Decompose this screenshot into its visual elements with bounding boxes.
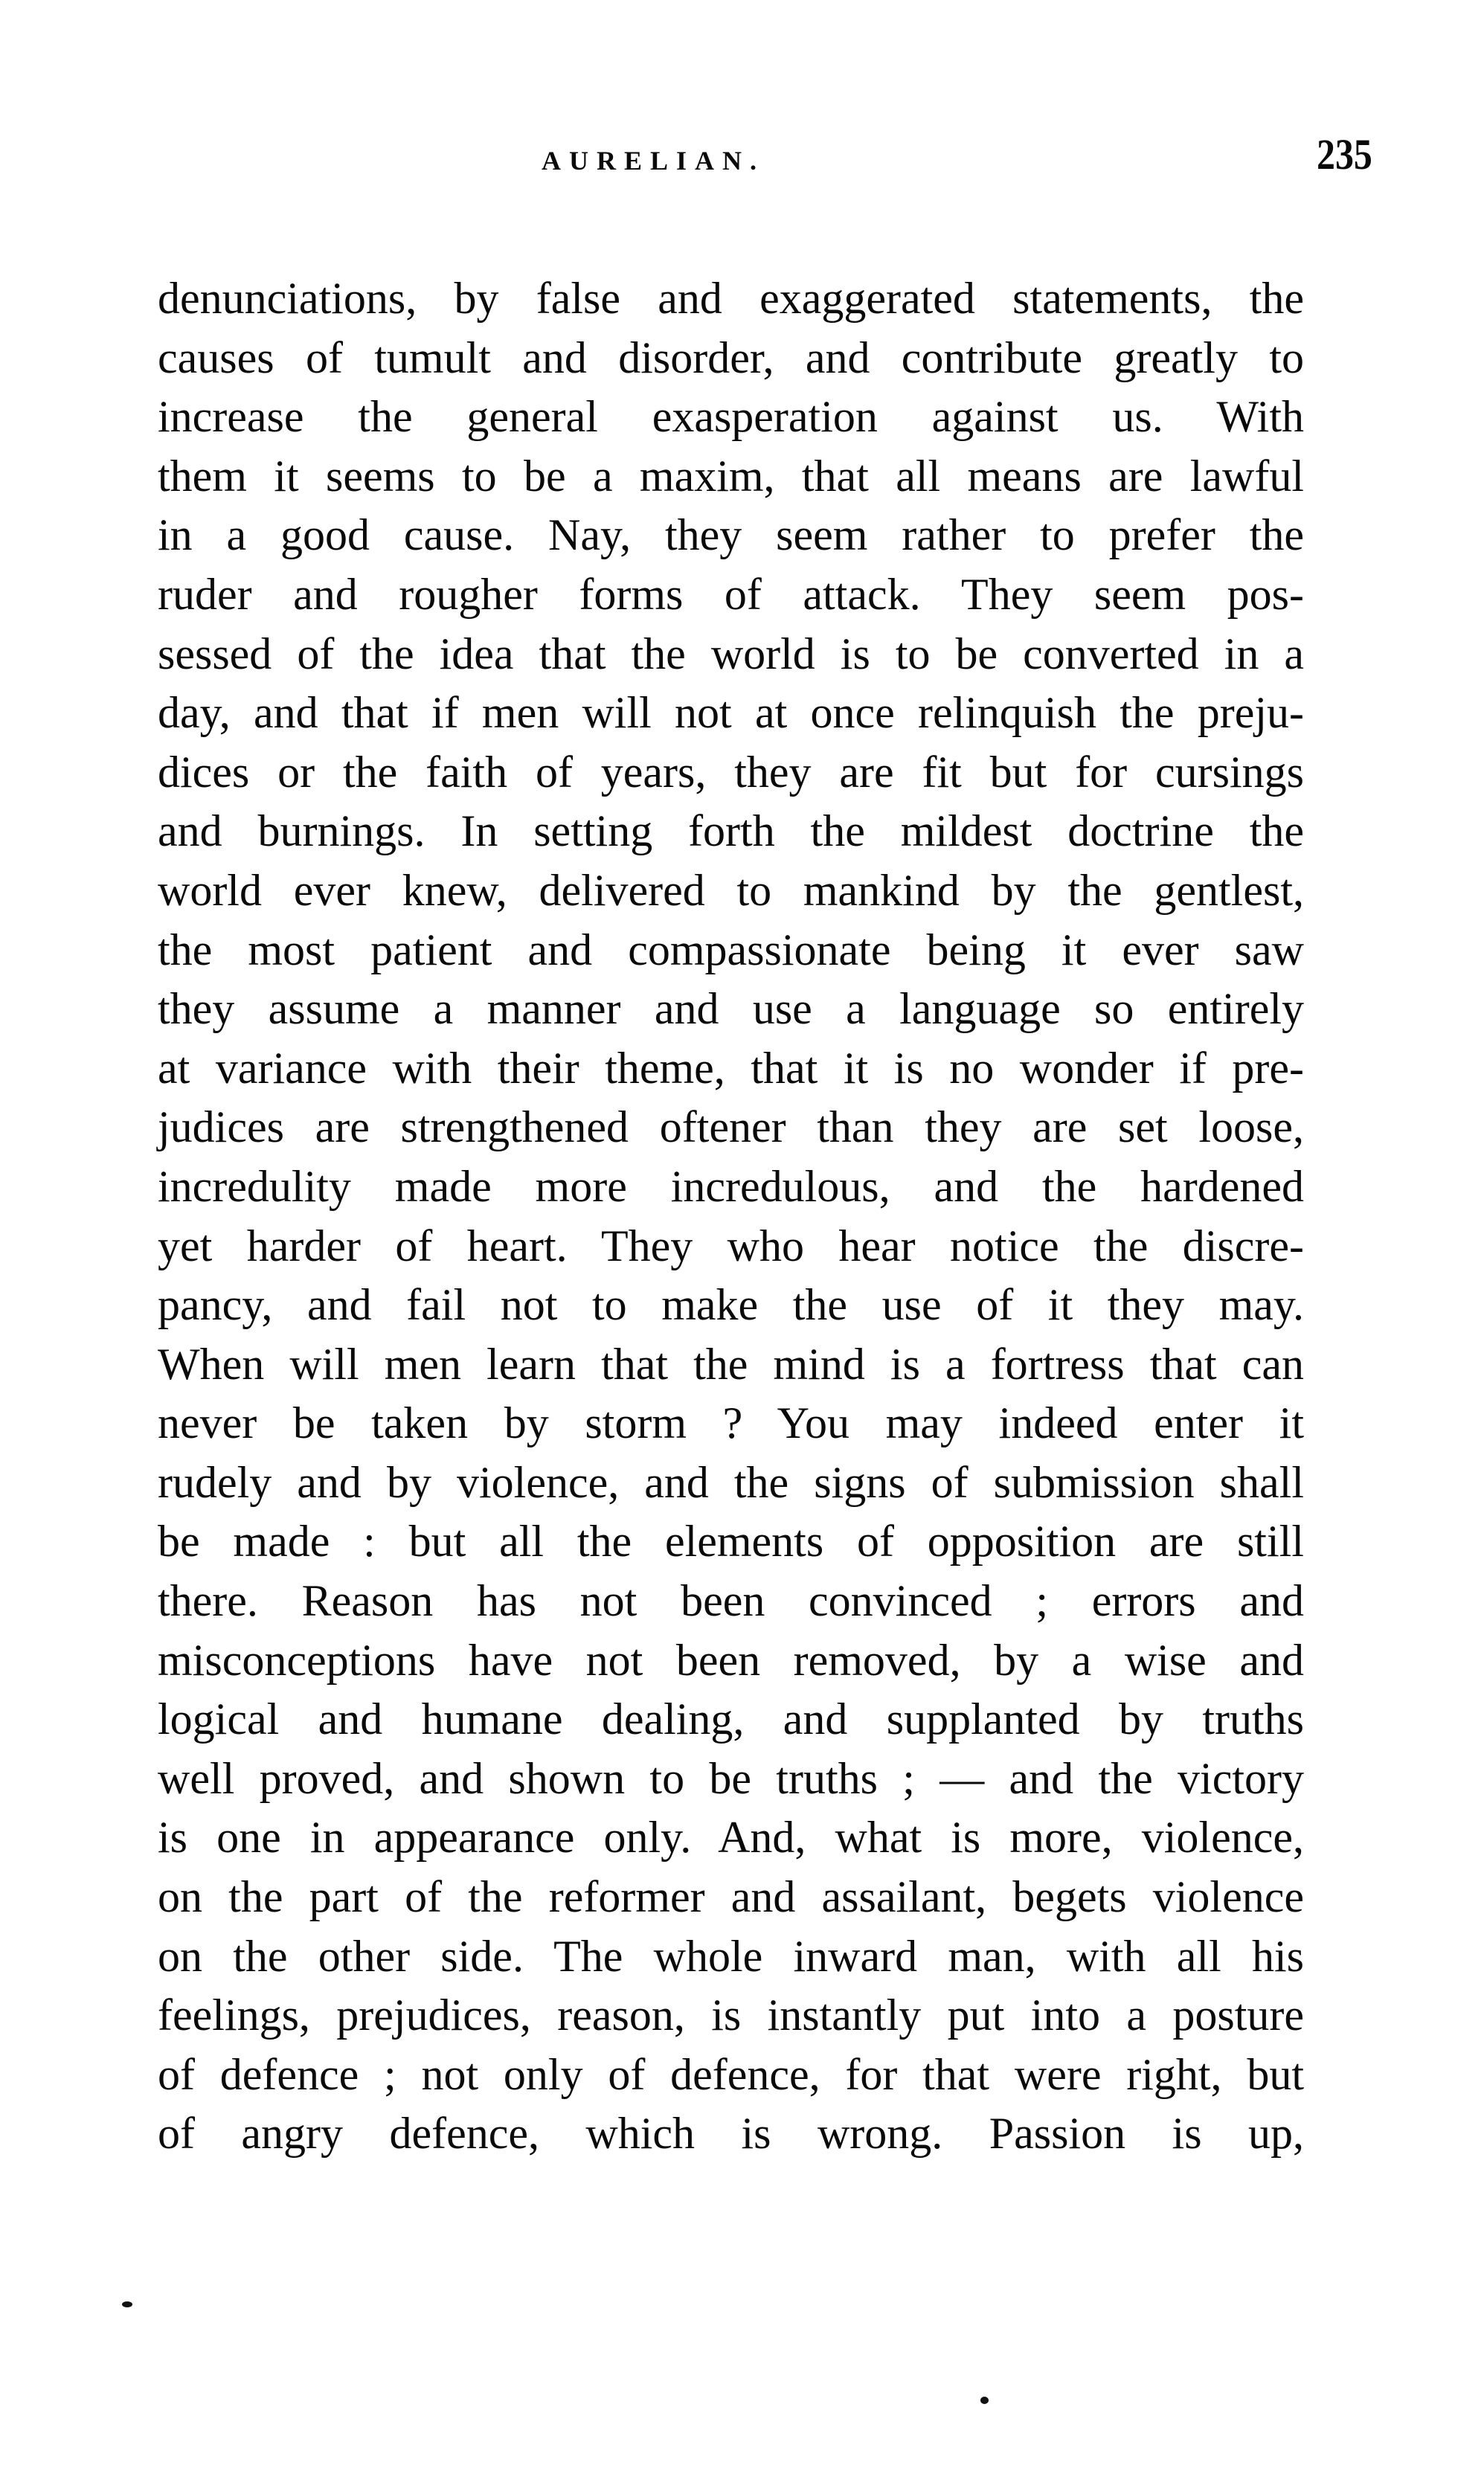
text-line: causes of tumult and disorder, and contribute greatly to — [158, 332, 1304, 382]
text-line: judices are strengthened oftener than they are set loose, — [158, 1102, 1304, 1152]
text-line: and burnings. In setting forth the mildest doctrine the — [158, 806, 1304, 856]
text-line: sessed of the idea that the world is to be converted in a — [158, 629, 1304, 678]
ink-speck-icon — [122, 2301, 132, 2307]
running-header — [0, 0, 1484, 223]
running-title: AURELIAN. — [542, 146, 765, 176]
text-line: day, and that if men will not at once relinquish the preju- — [158, 688, 1304, 738]
text-line: increase the general exasperation against us. With — [158, 392, 1304, 442]
text-line: rudely and by violence, and the signs of submission shall — [158, 1457, 1304, 1507]
text-line: the most patient and compassionate being it ever saw — [158, 925, 1304, 974]
text-line: ruder and rougher forms of attack. They seem pos- — [158, 569, 1304, 619]
text-line: pancy, and fail not to make the use of it they may. — [158, 1280, 1304, 1330]
text-line: feelings, prejudices, reason, is instantly put into a posture — [158, 1990, 1304, 2040]
text-line: they assume a manner and use a language so entirely — [158, 984, 1304, 1034]
text-line: of angry defence, which is wrong. Passion is up, — [158, 2109, 1304, 2159]
text-line: denunciations, by false and exaggerated statements, the — [158, 274, 1304, 323]
text-line: there. Reason has not been convinced ; errors and — [158, 1576, 1304, 1626]
text-line: them it seems to be a maxim, that all means are lawful — [158, 451, 1304, 501]
text-line: dices or the faith of years, they are fit but for cursings — [158, 747, 1304, 797]
ink-speck-icon — [980, 2397, 989, 2404]
text-line: of defence ; not only of defence, for that were right, but — [158, 2049, 1304, 2099]
text-line: at variance with their theme, that it is no wonder if pre- — [158, 1043, 1304, 1093]
text-line: on the part of the reformer and assailant, begets violence — [158, 1872, 1304, 1922]
text-line: well proved, and shown to be truths ; — and the victory — [158, 1753, 1304, 1803]
body-text — [158, 269, 1304, 2164]
text-line: yet harder of heart. They who hear notice the discre- — [158, 1221, 1304, 1270]
text-line: When will men learn that the mind is a fortress that can — [158, 1339, 1304, 1389]
text-line: on the other side. The whole inward man, with all his — [158, 1931, 1304, 1981]
text-line: in a good cause. Nay, they seem rather to prefer the — [158, 510, 1304, 560]
text-line: incredulity made more incredulous, and the hardened — [158, 1161, 1304, 1211]
text-line: is one in appearance only. And, what is more, violence, — [158, 1813, 1304, 1863]
text-line: never be taken by storm ? You may indeed enter it — [158, 1398, 1304, 1448]
text-line: misconceptions have not been removed, by a wise and — [158, 1635, 1304, 1685]
text-line: world ever knew, delivered to mankind by the gentlest, — [158, 865, 1304, 915]
text-line: be made : but all the elements of opposition are still — [158, 1517, 1304, 1567]
text-line: logical and humane dealing, and supplanted by truths — [158, 1694, 1304, 1744]
page-number: 235 — [1317, 130, 1372, 179]
